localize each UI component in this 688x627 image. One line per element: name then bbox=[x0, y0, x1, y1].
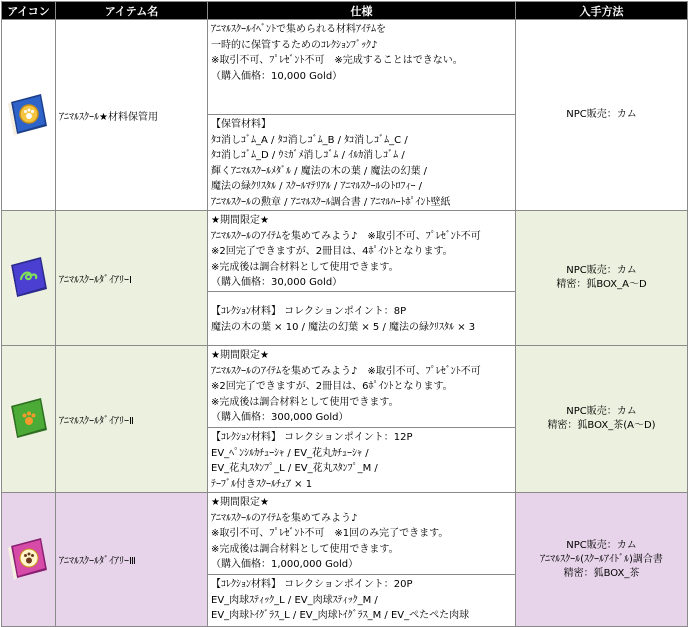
spec-line: （購入価格：10,000 Gold） bbox=[211, 70, 343, 82]
spec-line: 【ｺﾚｸｼｮﾝ材料】 コレクションポイント：20P bbox=[211, 579, 413, 590]
spec-line: ※完成後は調合材料として使用できます。 bbox=[211, 396, 399, 408]
how-line: NPC販売：カム bbox=[566, 109, 637, 120]
spec-main bbox=[208, 211, 516, 292]
spec-line: 一時的に保管するためのｺﾚｸｼｮﾝﾌﾞｯｸ♪ bbox=[211, 39, 378, 51]
item-name: ｱﾆﾏﾙｽｸｰﾙﾀﾞｲｱﾘｰⅠ bbox=[56, 211, 208, 346]
spec-line: 魔法の木の葉 × 10 / 魔法の幻葉 × 5 / 魔法の緑ｸﾘｽﾀﾙ × 3 bbox=[211, 321, 476, 333]
book-green-swirl-icon bbox=[5, 253, 53, 301]
spec-line: ※取引不可、ﾌﾟﾚｾﾞﾝﾄ不可 ※1回のみ完了できます。 bbox=[211, 528, 449, 539]
spec-line: ※完成後は調合材料として使用できます。 bbox=[211, 543, 399, 555]
spec-line: EV_肉球ｽﾃｨｯｸ_L / EV_肉球ｽﾃｨｯｸ_M / bbox=[211, 594, 378, 606]
spec-line: （購入価格：30,000 Gold） bbox=[211, 277, 343, 288]
spec-materials bbox=[208, 115, 516, 211]
icon-cell bbox=[2, 493, 56, 627]
spec-line: 【保管材料】 bbox=[211, 119, 271, 130]
header-how: 入手方法 bbox=[516, 2, 688, 20]
icon-cell bbox=[2, 20, 56, 211]
item-name: ｱﾆﾏﾙｽｸｰﾙ★材料保管用 bbox=[56, 20, 208, 211]
spec-line: 魔法の緑ｸﾘｽﾀﾙ / ｽｸｰﾙﾏﾃﾘｱﾙ / ｱﾆﾏﾙｽｸｰﾙのﾄﾛﾌｨｰ / bbox=[211, 181, 423, 192]
spec-line: 【ｺﾚｸｼｮﾝ材料】 コレクションポイント：12P bbox=[211, 432, 413, 443]
how-line: NPC販売：カム bbox=[566, 539, 637, 551]
spec-line: EV_肉球ﾄｲｸﾞﾗｽ_L / EV_肉球ﾄｲｸﾞﾗｽ_M / EV_ぺたぺた肉球 bbox=[211, 610, 470, 621]
header-row bbox=[2, 2, 688, 20]
item-table bbox=[1, 1, 688, 627]
spec-line: ｱﾆﾏﾙｽｸｰﾙのｱｲﾃﾑを集めてみよう♪ ※取引不可、ﾌﾟﾚｾﾞﾝﾄ不可 bbox=[211, 365, 481, 377]
icon-cell bbox=[2, 346, 56, 493]
item-name: ｱﾆﾏﾙｽｸｰﾙﾀﾞｲｱﾘｰⅢ bbox=[56, 493, 208, 627]
spec-main bbox=[208, 346, 516, 428]
spec-line: ﾀｺ消しｺﾞﾑ_D / ｳﾐｶﾞﾒ消しｺﾞﾑ / ｲﾙｶ消しｺﾞﾑ / bbox=[211, 150, 405, 161]
header-icon: アイコン bbox=[2, 2, 56, 20]
spec-line: ﾀｺ消しｺﾞﾑ_A / ﾀｺ消しｺﾞﾑ_B / ﾀｺ消しｺﾞﾑ_C / bbox=[211, 134, 408, 146]
table-row bbox=[2, 493, 688, 575]
spec-line: ★期間限定★ bbox=[211, 215, 269, 226]
spec-line: ★期間限定★ bbox=[211, 497, 269, 508]
how-cell bbox=[516, 493, 688, 627]
how-cell bbox=[516, 346, 688, 493]
spec-line: ｱﾆﾏﾙｽｸｰﾙｲﾍﾞﾝﾄで集められる材料ｱｲﾃﾑを bbox=[211, 24, 386, 35]
spec-line: EV_花丸ｽﾀﾝﾌﾟ_L / EV_花丸ｽﾀﾝﾌﾟ_M / bbox=[211, 463, 378, 474]
how-line: 精密：狐BOX_茶(A～D) bbox=[547, 420, 656, 431]
book-paw-coin-icon bbox=[5, 90, 53, 138]
spec-line: ※取引不可、ﾌﾟﾚｾﾞﾝﾄ不可 ※完成することはできない。 bbox=[211, 55, 463, 66]
spec-line: 輝くｱﾆﾏﾙｽｸｰﾙﾒﾀﾞﾙ / 魔法の木の葉 / 魔法の幻葉 / bbox=[211, 165, 428, 177]
table-row bbox=[2, 346, 688, 428]
spec-line: ※2回完了できますが、2冊目は、4ﾎﾟｲﾝﾄとなります。 bbox=[211, 246, 453, 257]
spec-line: （購入価格：1,000,000 Gold） bbox=[211, 559, 359, 570]
how-cell bbox=[516, 20, 688, 211]
book-orange-paw-icon bbox=[5, 394, 53, 442]
table-row bbox=[2, 211, 688, 292]
spec-line: ｱﾆﾏﾙｽｸｰﾙの勲章 / ｱﾆﾏﾙｽｸｰﾙ調合書 / ｱﾆﾏﾙﾊｰﾄﾎﾟｲﾝﾄ壁紙 bbox=[211, 196, 451, 208]
spec-line: ★期間限定★ bbox=[211, 350, 269, 361]
spec-line: ※2回完了できますが、2冊目は、6ﾎﾟｲﾝﾄとなります。 bbox=[211, 381, 453, 392]
header-name: アイテム名 bbox=[56, 2, 208, 20]
spec-line: ｱﾆﾏﾙｽｸｰﾙのｱｲﾃﾑを集めてみよう♪ bbox=[211, 512, 358, 524]
header-spec: 仕様 bbox=[208, 2, 516, 20]
table-row bbox=[2, 20, 688, 115]
how-cell bbox=[516, 211, 688, 346]
how-line: ｱﾆﾏﾙｽｸｰﾙ(ｽｸｰﾙｱｲﾄﾞﾙ)調合書 bbox=[540, 553, 663, 565]
spec-line: ｱﾆﾏﾙｽｸｰﾙのｱｲﾃﾑを集めてみよう♪ ※取引不可、ﾌﾟﾚｾﾞﾝﾄ不可 bbox=[211, 230, 481, 242]
how-line: 精密：狐BOX_茶 bbox=[563, 567, 640, 579]
spec-materials bbox=[208, 575, 516, 627]
spec-materials bbox=[208, 428, 516, 493]
how-line: NPC販売：カム bbox=[566, 406, 637, 417]
item-name: ｱﾆﾏﾙｽｸｰﾙﾀﾞｲｱﾘｰⅡ bbox=[56, 346, 208, 493]
spec-line: ※完成後は調合材料として使用できます。 bbox=[211, 261, 399, 273]
spec-line: EV_ﾍﾟﾝｼﾙｶﾁｭｰｼｬ / EV_花丸ｶﾁｭｰｼｬ / bbox=[211, 447, 369, 459]
book-pink-paw-icon bbox=[5, 534, 53, 582]
spec-line: ﾃｰﾌﾞﾙ付きｽｸｰﾙﾁｪｱ × 1 bbox=[211, 478, 313, 490]
spec-main bbox=[208, 493, 516, 575]
how-line: 精密：狐BOX_A～D bbox=[556, 279, 647, 290]
how-line: NPC販売：カム bbox=[566, 265, 637, 276]
spec-materials bbox=[208, 292, 516, 346]
spec-line: （購入価格：300,000 Gold） bbox=[211, 412, 349, 423]
spec-main bbox=[208, 20, 516, 115]
icon-cell bbox=[2, 211, 56, 346]
spec-line: 【ｺﾚｸｼｮﾝ材料】 コレクションポイント：8P bbox=[211, 306, 407, 317]
